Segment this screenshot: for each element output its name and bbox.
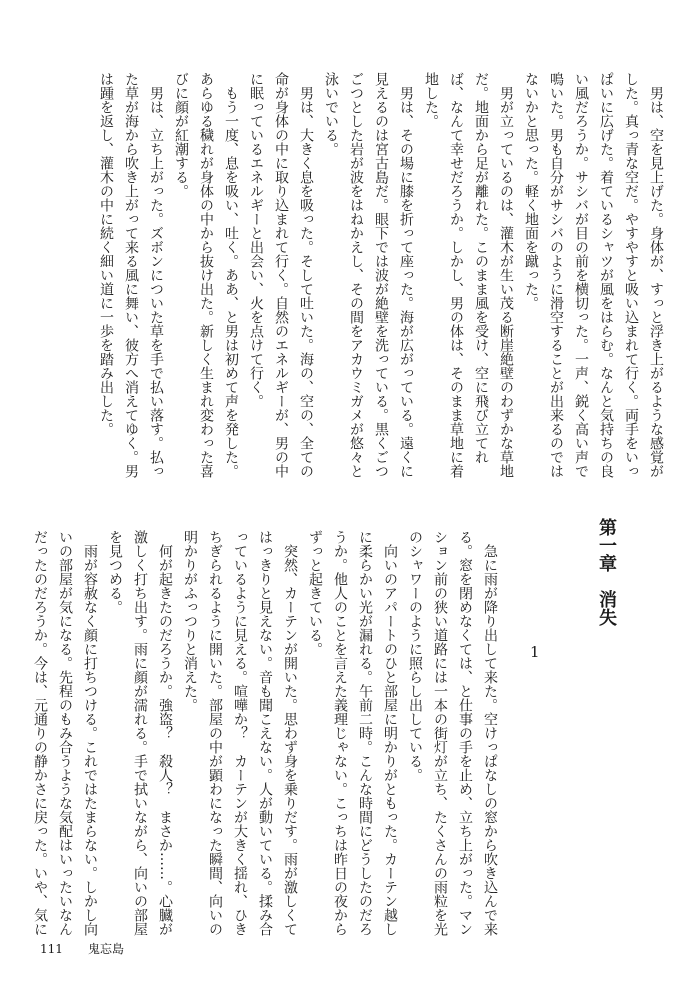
text-line: 向いのアパートのひと部屋に明かりがともった。カーテン越し: [382, 530, 398, 936]
text-line: だ。地面から足が離れた。このまま風を受け、空に飛び立てれ: [473, 72, 489, 464]
text-line: 命が身体の中に取り込まれて行く。自然のエネルギーが、男の中: [273, 72, 289, 478]
page-number: 111: [40, 942, 63, 956]
text-line: 見えるのは宮古島だ。眼下では波が絶壁を洗っている。黒くごつ: [373, 72, 389, 478]
text-line: 鳴いた。男も自分がサシバのように滑空することが出来るのでは: [548, 72, 564, 478]
text-line: る。窓を閉めなくては、と仕事の手を止め、立ち上がった。マン: [457, 530, 473, 936]
text-line: ずっと起きている。: [307, 530, 323, 656]
text-line: ごつとした岩が波をはねかえし、その間をアカウミガメが悠々と: [348, 72, 364, 478]
text-line: に柔らかい光が漏れる。午前二時。こんな時間にどうしたのだろ: [357, 530, 373, 936]
text-line: 男は、その場に膝を折って座った。海が広がっている。遠くに: [398, 72, 414, 478]
text-line: ちぎられるように開いた。部屋の中が顕わになった瞬間、向いの: [207, 530, 223, 936]
text-line: に眠っているエネルギーと出会い、火を点けて行く。: [248, 72, 264, 408]
text-line: い風だろうか。サシバが目の前を横切った。一声、鋭く高い声で: [573, 72, 589, 478]
text-line: ション前の狭い道路には一本の街灯が立ち、たくさんの雨粒を光: [432, 530, 448, 936]
text-line: 何が起きたのだろうか。強盗？ 殺人？ まさか……。心臓が: [157, 530, 173, 936]
text-line: は踵を返し、灌木の中に続く細い道に一歩を踏み出した。: [98, 72, 114, 436]
text-line: 男は、空を見上げた。身体が、すっと浮き上がるような感覚が: [648, 72, 664, 478]
story-ending-text: [93, 72, 668, 482]
section-number: 1: [530, 643, 540, 661]
text-line: ぱいに広げた。着ているシャツが風をはらむ。なんと気持ちの良: [598, 72, 614, 478]
text-line: 突然、カーテンが開いた。思わず身を乗りだす。雨が激しくて: [282, 530, 298, 936]
text-line: 男は、大きく息を吸った。そして吐いた。海の、空の、全ての: [298, 72, 314, 478]
text-line: 明かりがふっつりと消えた。: [182, 530, 198, 712]
text-line: だったのだろうか。今は、元通りの静かさに戻った。いや、気に: [32, 530, 48, 936]
text-line: ば、なんて幸せだろうか。しかし、男の体は、そのまま草地に着: [448, 72, 464, 478]
text-line: ないかと思った。軽く地面を蹴った。: [523, 72, 539, 310]
book-title: 鬼忘島: [88, 942, 125, 956]
text-line: 男は、立ち上がった。ズボンについた草を手で払い落す。払っ: [148, 72, 164, 478]
text-line: を見つめる。: [107, 530, 123, 614]
chapter-heading: 第一章 消失: [596, 518, 617, 626]
text-line: っているように見える。喧嘩か？ カーテンが大きく揺れ、ひき: [232, 530, 248, 936]
text-line: うか。他人のことを言えた義理じゃない。こっちは昨日の夜から: [332, 530, 348, 936]
text-line: した。真っ青な空だ。やすやすと吸い込まれて行く。両手をいっ: [623, 72, 639, 478]
text-line: のシャワーのように照らし出している。: [407, 530, 423, 782]
text-line: た草が海から吹き上がって来る風に舞い、彼方へ消えてゆく。男: [123, 72, 139, 478]
text-line: いの部屋が気になる。先程のもみ合うような気配はいったいなん: [57, 530, 73, 936]
text-line: 泳いでいる。: [323, 72, 339, 156]
text-line: 急に雨が降り出して来た。空けっぱなしの窓から吹き込んで来: [482, 530, 498, 936]
text-line: 激しく打ち出す。雨に顔が濡れる。手で拭いながら、向いの部屋: [132, 530, 148, 936]
text-line: 地した。: [423, 72, 439, 128]
text-line: 男が立っているのは、灌木が生い茂る断崖絶壁のわずかな草地: [498, 72, 514, 478]
chapter-body-text: [27, 530, 502, 940]
text-line: はっきりと見えない。音も聞こえない。人が動いている。揉み合: [257, 530, 273, 936]
text-line: もう一度、息を吸い、吐く。ああ、と男は初めて声を発した。: [223, 72, 239, 478]
text-line: びに顔が紅潮する。: [173, 72, 189, 198]
text-line: 雨が容赦なく顔に打ちつける。これではたまらない。しかし向: [82, 530, 98, 936]
text-line: あらゆる穢れが身体の中から抜け出た。新しく生まれ変わった喜: [198, 72, 214, 478]
